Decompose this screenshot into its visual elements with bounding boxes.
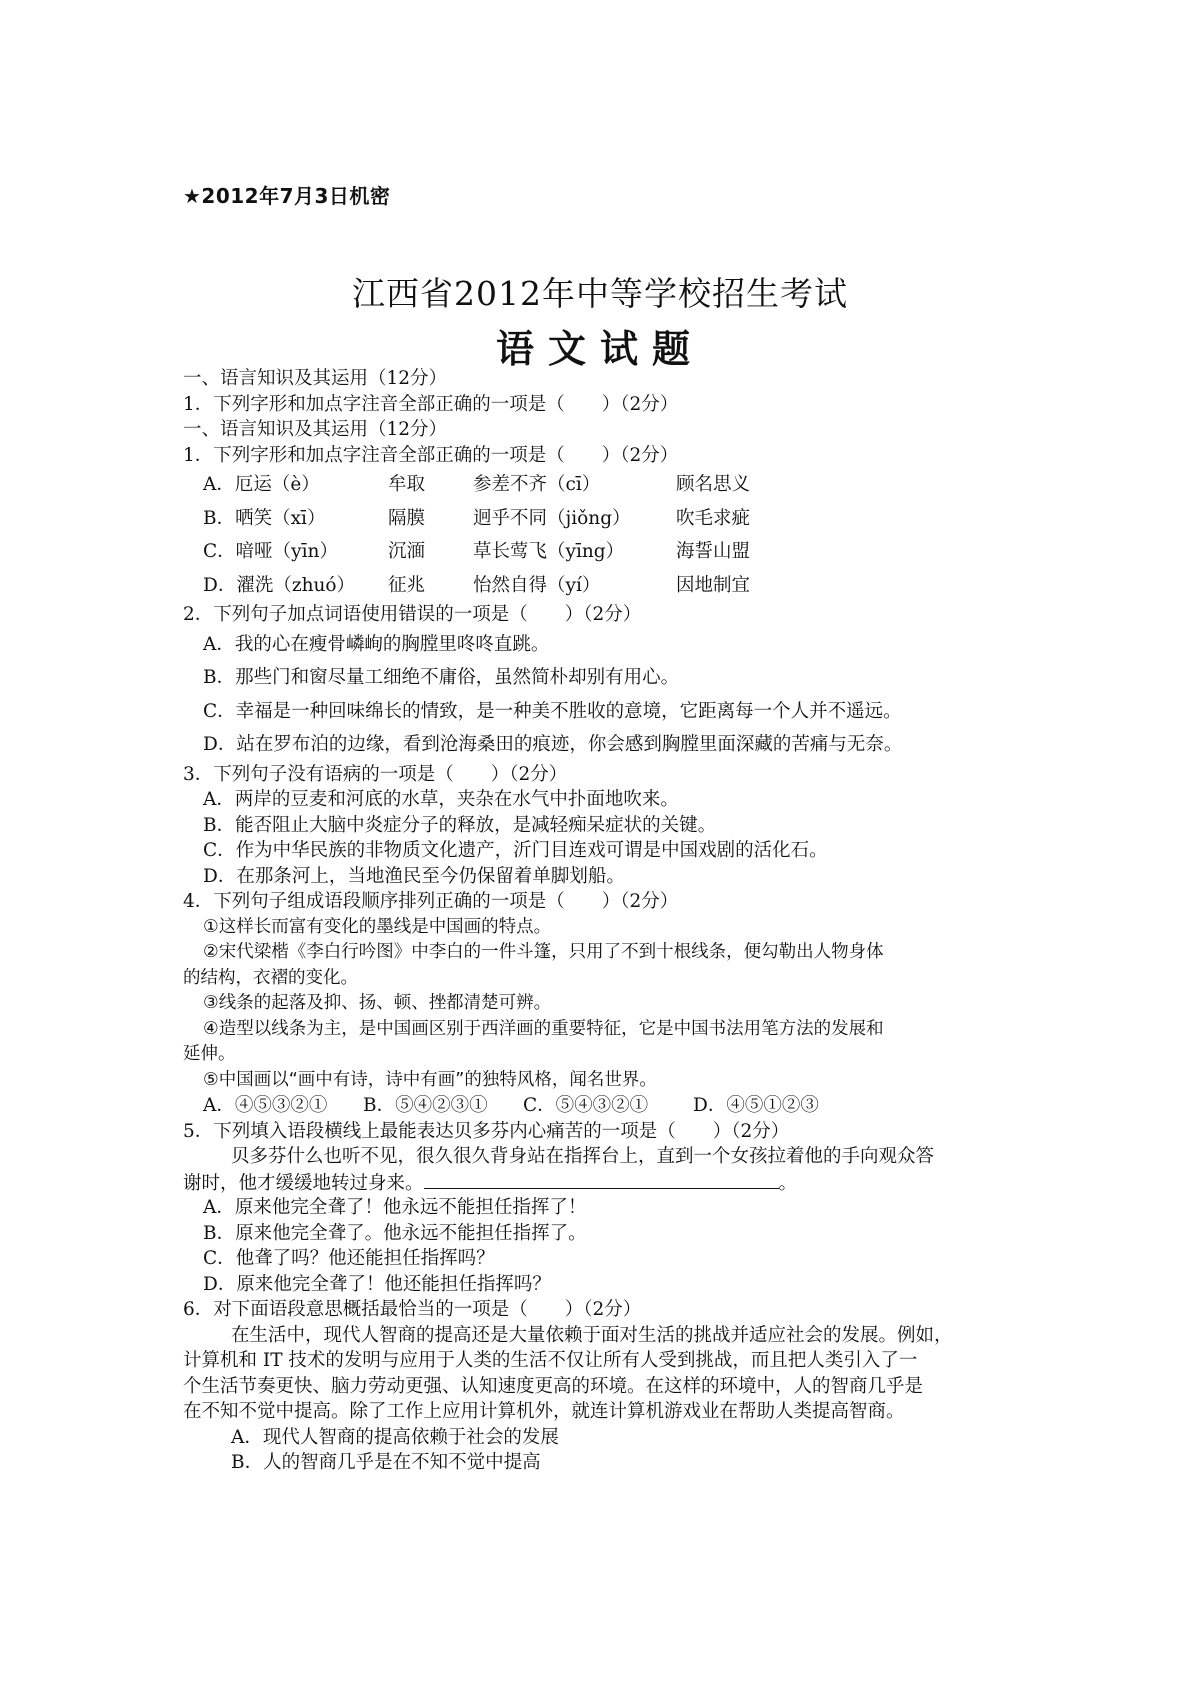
question-1-stem: 1．下列字形和加点字注音全部正确的一项是（ ）（2分） — [183, 393, 679, 415]
q6-passage-line-1: 在生活中，现代人智商的提高还是大量依赖于面对生活的挑战并适应社会的发展。例如， — [231, 1324, 953, 1346]
question-4-stem: 4．下列句子组成语段顺序排列正确的一项是（ ）（2分） — [183, 891, 679, 912]
q4-sentence-4: ④造型以线条为主，是中国画区别于西洋画的重要特征，它是中国书法用笔方法的发展和 — [203, 1018, 884, 1039]
q6-passage-line-3: 个生活节奏更快、脑力劳动更强、认知速度更高的环境。在这样的环境中，人的智商几乎是 — [183, 1375, 924, 1397]
q5-option-c: C．他聋了吗？他还能担任指挥吗？ — [203, 1248, 495, 1269]
q4-options: A．④⑤③②① B．⑤④②③① C．⑤④③②① D．④⑤①②③ — [203, 1095, 819, 1116]
q3-option-c: C．作为中华民族的非物质文化遗产，沂门目连戏可谓是中国戏剧的活化石。 — [203, 840, 828, 861]
q5-option-b: B．原来他完全聋了。他永远不能担任指挥了。 — [203, 1222, 587, 1244]
q1-option-a: A．厄运（è） 牟取 参差不齐（cī） 顾名思义 — [203, 474, 751, 495]
q5-passage-line-1: 贝多芬什么也听不见，很久很久背身站在指挥台上，直到一个女孩拉着他的手向观众答 — [231, 1146, 935, 1167]
section-heading-repeat: 一、语言知识及其运用（12分） — [183, 419, 448, 440]
q6-option-a: A．现代人智商的提高依赖于社会的发展 — [231, 1426, 559, 1448]
q4-sentence-3: ③线条的起落及抑、扬、顿、挫都清楚可辨。 — [203, 993, 552, 1013]
answer-blank — [424, 1170, 779, 1189]
section-heading: 一、语言知识及其运用（12分） — [183, 368, 448, 389]
question-1-stem-repeat: 1．下列字形和加点字注音全部正确的一项是（ ）（2分） — [183, 444, 679, 466]
q4-sentence-2-cont: 的结构，衣褶的变化。 — [183, 967, 358, 988]
exam-title: 江西省2012年中等学校招生考试 — [352, 274, 848, 313]
exam-body — [183, 366, 1043, 1476]
q4-sentence-2: ②宋代梁楷《李白行吟图》中李白的一件斗篷，只用了不到十根线条，便勾勒出人物身体 — [203, 942, 884, 962]
q2-option-b: B．那些门和窗尽量工细绝不庸俗，虽然简朴却别有用心。 — [203, 667, 680, 688]
q5-option-a: A．原来他完全聋了！他永远不能担任指挥了！ — [203, 1197, 587, 1218]
q3-option-b: B．能否阻止大脑中炎症分子的释放，是减轻痴呆症状的关键。 — [203, 814, 717, 836]
q6-option-b: B．人的智商几乎是在不知不觉中提高 — [231, 1452, 541, 1473]
q1-option-c: C．喑哑（yīn） 沉湎 草长莺飞（yīng） 海誓山盟 — [203, 541, 751, 562]
q5-option-d: D．原来他完全聋了！他还能担任指挥吗？ — [203, 1273, 551, 1295]
q2-option-d: D．站在罗布泊的边缘，看到沧海桑田的痕迹，你会感到胸膛里面深藏的苦痛与无奈。 — [203, 734, 903, 755]
question-5-stem: 5．下列填入语段横线上最能表达贝多芬内心痛苦的一项是（ ）（2分） — [183, 1120, 790, 1142]
q4-sentence-4-cont: 延伸。 — [183, 1044, 236, 1064]
q4-sentence-5: ⑤中国画以“画中有诗，诗中有画”的独特风格，闻名世界。 — [203, 1069, 657, 1090]
q2-option-a: A．我的心在瘦骨嶙峋的胸膛里咚咚直跳。 — [203, 633, 550, 655]
q1-option-d: D．濯洗（zhuó） 征兆 怡然自得（yí） 因地制宜 — [203, 574, 751, 596]
confidential-label: ★2012年7月3日机密 — [183, 184, 391, 208]
question-6-stem: 6．对下面语段意思概括最恰当的一项是（ ）（2分） — [183, 1299, 642, 1320]
q4-sentence-1: ①这样长而富有变化的墨线是中国画的特点。 — [203, 916, 552, 937]
subject-title: 语文试题 — [495, 326, 704, 371]
q3-option-d: D．在那条河上，当地渔民至今仍保留着单脚划船。 — [203, 865, 625, 887]
question-2-stem: 2．下列句子加点词语使用错误的一项是（ ）（2分） — [183, 604, 642, 625]
q6-passage-line-4: 在不知不觉中提高。除了工作上应用计算机外，就连计算机游戏业在帮助人类提高智商。 — [183, 1401, 905, 1422]
q2-option-c: C．幸福是一种回味绵长的情致，是一种美不胜收的意境，它距离每一个人并不遥远。 — [203, 700, 902, 722]
question-3-stem: 3．下列句子没有语病的一项是（ ）（2分） — [183, 763, 568, 785]
q6-passage-line-2: 计算机和 IT 技术的发明与应用于人类的生活不仅让所有人受到挑战，而且把人类引入了一 — [183, 1350, 918, 1371]
q3-option-a: A．两岸的豆麦和河底的水草，夹杂在水气中扑面地吹来。 — [203, 789, 679, 810]
q5-passage-line-2: 谢时，他才缓缓地转过身来。 。 — [183, 1170, 1043, 1196]
q1-option-b: B．哂笑（xī） 隔膜 迥乎不同（jiǒng） 吹毛求疵 — [203, 507, 751, 529]
